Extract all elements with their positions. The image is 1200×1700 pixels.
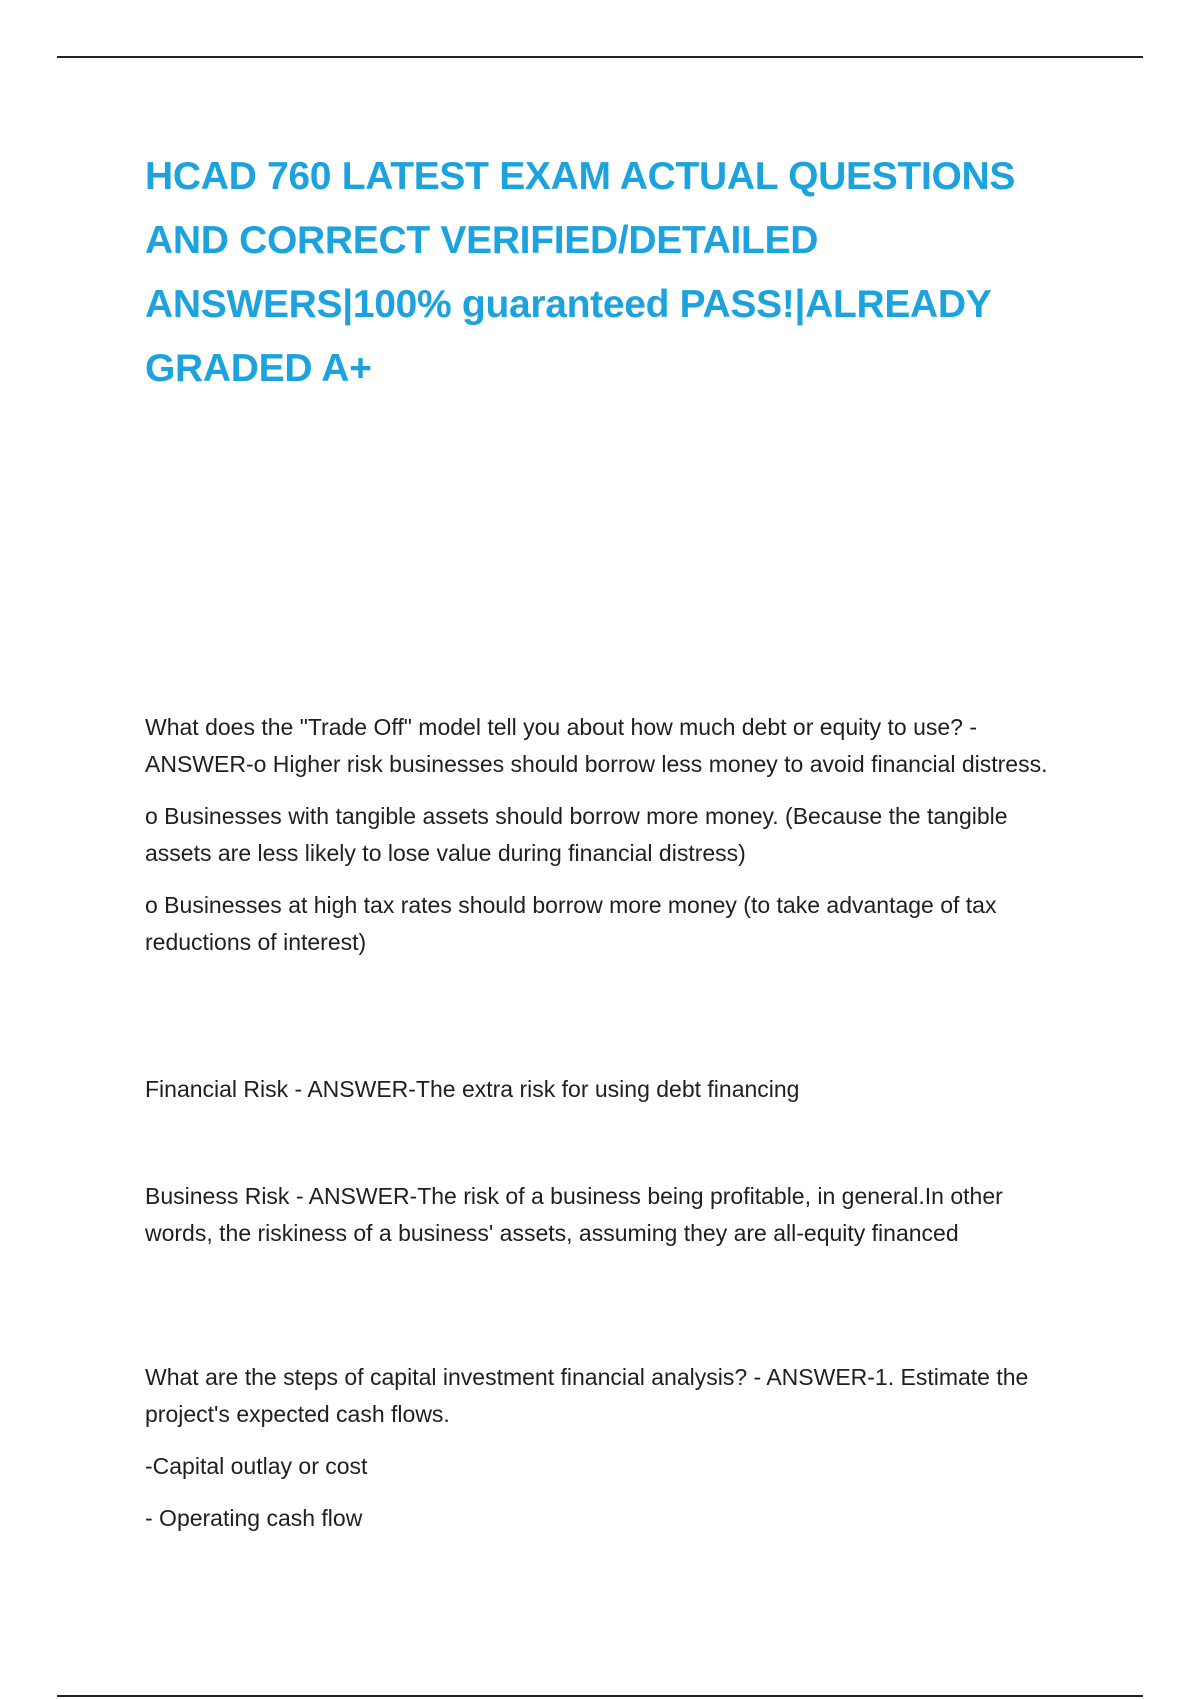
qa-block-business-risk [145,1178,1065,1267]
qa-block-capital-investment [145,1359,1065,1552]
question-paragraph: Financial Risk - ANSWER-The extra risk for using debt financing [145,1076,800,1102]
question-paragraph: What are the steps of capital investment financial analysis? - ANSWER-1. Estimate the project's expected cash flows. [145,1364,1029,1427]
document-title: HCAD 760 LATEST EXAM ACTUAL QUESTIONS AND CORRECT VERIFIED/DETAILED ANSWERS|100% guaranteed PASS!|ALREADY GRADED A+ [145,155,1016,390]
answer-bullet: o Businesses with tangible assets should borrow more money. (Because the tangible assets are less likely to lose value during financial distress) [145,803,1008,866]
question-paragraph: What does the "Trade Off" model tell you about how much debt or equity to use? - ANSWER-o Higher risk businesses should borrow less money to avoid financial distress. [145,714,1048,777]
qa-block-trade-off [145,709,1065,976]
answer-bullet: - Operating cash flow [145,1505,363,1531]
answer-bullet: -Capital outlay or cost [145,1453,368,1479]
bottom-divider [57,1695,1143,1697]
question-paragraph: Business Risk - ANSWER-The risk of a business being profitable, in general.In other words, the riskiness of a business' assets, assuming they are all-equity financed [145,1183,1003,1246]
answer-bullet: o Businesses at high tax rates should borrow more money (to take advantage of tax reductions of interest) [145,892,997,955]
top-divider [57,56,1143,58]
qa-block-financial-risk [145,1071,1065,1123]
